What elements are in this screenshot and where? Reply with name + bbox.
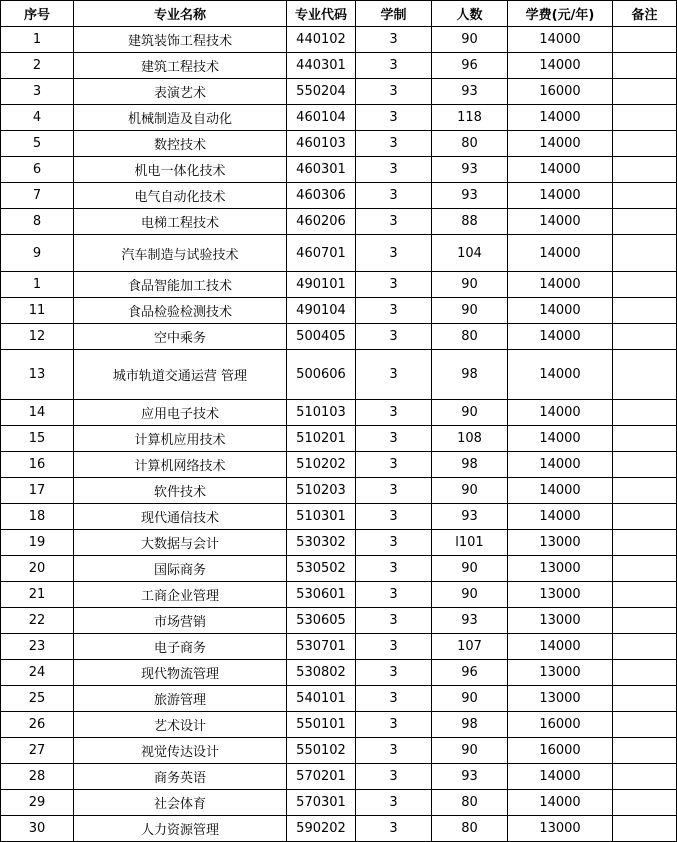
table-row	[1, 235, 677, 272]
cell-remarks	[613, 582, 677, 608]
cell-remarks	[613, 79, 677, 105]
cell-index: 17	[1, 478, 74, 504]
cell-tuition: 16000	[508, 712, 613, 738]
table-row	[1, 634, 677, 660]
cell-major-code: 460206	[287, 209, 356, 235]
header-row	[1, 1, 677, 27]
cell-index: 18	[1, 504, 74, 530]
cell-duration: 3	[356, 452, 432, 478]
cell-major-code: 500606	[287, 350, 356, 400]
cell-major-name: 空中乘务	[74, 324, 287, 350]
cell-major-code: 530502	[287, 556, 356, 582]
cell-duration: 3	[356, 790, 432, 816]
cell-index: 11	[1, 298, 74, 324]
table-row	[1, 764, 677, 790]
cell-tuition: 13000	[508, 816, 613, 842]
cell-enrollment: 80	[432, 324, 508, 350]
cell-index: 28	[1, 764, 74, 790]
cell-tuition: 14000	[508, 790, 613, 816]
cell-duration: 3	[356, 738, 432, 764]
header-major-code: 专业代码	[287, 1, 356, 27]
cell-major-name: 国际商务	[74, 556, 287, 582]
cell-remarks	[613, 504, 677, 530]
table-row	[1, 660, 677, 686]
cell-remarks	[613, 816, 677, 842]
cell-remarks	[613, 712, 677, 738]
cell-major-name: 电梯工程技术	[74, 209, 287, 235]
cell-major-name: 计算机应用技术	[74, 426, 287, 452]
cell-enrollment: 88	[432, 209, 508, 235]
table-row	[1, 530, 677, 556]
cell-major-code: 460104	[287, 105, 356, 131]
cell-major-code: 440301	[287, 53, 356, 79]
cell-tuition: 13000	[508, 530, 613, 556]
cell-tuition: 14000	[508, 634, 613, 660]
cell-duration: 3	[356, 712, 432, 738]
cell-tuition: 14000	[508, 105, 613, 131]
cell-remarks	[613, 764, 677, 790]
table-row	[1, 738, 677, 764]
header-index: 序号	[1, 1, 74, 27]
cell-major-code: 590202	[287, 816, 356, 842]
cell-remarks	[613, 105, 677, 131]
cell-index: 14	[1, 400, 74, 426]
cell-enrollment: 90	[432, 556, 508, 582]
cell-major-name: 软件技术	[74, 478, 287, 504]
cell-enrollment: 90	[432, 400, 508, 426]
cell-tuition: 14000	[508, 298, 613, 324]
cell-remarks	[613, 350, 677, 400]
cell-index: 12	[1, 324, 74, 350]
cell-enrollment: 93	[432, 157, 508, 183]
cell-major-code: 490104	[287, 298, 356, 324]
table-row	[1, 79, 677, 105]
cell-tuition: 16000	[508, 79, 613, 105]
cell-major-name: 艺术设计	[74, 712, 287, 738]
cell-tuition: 14000	[508, 183, 613, 209]
cell-major-code: 530701	[287, 634, 356, 660]
cell-enrollment: 104	[432, 235, 508, 272]
header-remarks: 备注	[613, 1, 677, 27]
table-row	[1, 712, 677, 738]
cell-major-name: 食品智能加工技术	[74, 272, 287, 298]
header-tuition: 学费(元/年)	[508, 1, 613, 27]
cell-major-code: 530302	[287, 530, 356, 556]
cell-index: 24	[1, 660, 74, 686]
table-row	[1, 183, 677, 209]
table-row	[1, 105, 677, 131]
cell-remarks	[613, 426, 677, 452]
cell-remarks	[613, 27, 677, 53]
table-row	[1, 478, 677, 504]
cell-major-name: 市场营销	[74, 608, 287, 634]
cell-duration: 3	[356, 426, 432, 452]
table-row	[1, 209, 677, 235]
table-row	[1, 157, 677, 183]
cell-major-code: 570201	[287, 764, 356, 790]
table-row	[1, 790, 677, 816]
cell-remarks	[613, 790, 677, 816]
cell-tuition: 14000	[508, 426, 613, 452]
cell-enrollment: 80	[432, 790, 508, 816]
table-row	[1, 426, 677, 452]
cell-major-code: 550204	[287, 79, 356, 105]
cell-major-code: 540101	[287, 686, 356, 712]
cell-duration: 3	[356, 608, 432, 634]
cell-major-code: 510202	[287, 452, 356, 478]
table-row	[1, 272, 677, 298]
cell-duration: 3	[356, 105, 432, 131]
cell-enrollment: 96	[432, 53, 508, 79]
cell-index: 19	[1, 530, 74, 556]
cell-duration: 3	[356, 79, 432, 105]
cell-index: 9	[1, 235, 74, 272]
cell-major-name: 社会体育	[74, 790, 287, 816]
cell-duration: 3	[356, 350, 432, 400]
cell-remarks	[613, 556, 677, 582]
cell-duration: 3	[356, 235, 432, 272]
cell-duration: 3	[356, 686, 432, 712]
cell-major-name: 旅游管理	[74, 686, 287, 712]
cell-duration: 3	[356, 157, 432, 183]
cell-enrollment: 98	[432, 712, 508, 738]
cell-remarks	[613, 157, 677, 183]
cell-tuition: 14000	[508, 504, 613, 530]
table-row	[1, 452, 677, 478]
cell-enrollment: 90	[432, 272, 508, 298]
cell-duration: 3	[356, 324, 432, 350]
cell-tuition: 14000	[508, 27, 613, 53]
cell-duration: 3	[356, 272, 432, 298]
cell-remarks	[613, 452, 677, 478]
cell-index: 25	[1, 686, 74, 712]
cell-tuition: 16000	[508, 738, 613, 764]
cell-duration: 3	[356, 298, 432, 324]
cell-index: 8	[1, 209, 74, 235]
cell-enrollment: 107	[432, 634, 508, 660]
cell-index: 6	[1, 157, 74, 183]
cell-tuition: 14000	[508, 452, 613, 478]
cell-enrollment: 80	[432, 816, 508, 842]
cell-major-name: 商务英语	[74, 764, 287, 790]
cell-duration: 3	[356, 27, 432, 53]
cell-duration: 3	[356, 530, 432, 556]
cell-index: 20	[1, 556, 74, 582]
cell-tuition: 14000	[508, 324, 613, 350]
cell-index: 21	[1, 582, 74, 608]
cell-major-name: 机械制造及自动化	[74, 105, 287, 131]
table-row	[1, 504, 677, 530]
table-row	[1, 53, 677, 79]
cell-major-code: 460301	[287, 157, 356, 183]
table-row	[1, 324, 677, 350]
cell-major-name: 电子商务	[74, 634, 287, 660]
cell-duration: 3	[356, 634, 432, 660]
cell-major-name: 建筑装饰工程技术	[74, 27, 287, 53]
cell-enrollment: 93	[432, 608, 508, 634]
cell-enrollment: 90	[432, 686, 508, 712]
cell-index: 30	[1, 816, 74, 842]
cell-major-code: 460306	[287, 183, 356, 209]
cell-enrollment: 93	[432, 79, 508, 105]
header-major-name: 专业名称	[74, 1, 287, 27]
cell-index: 7	[1, 183, 74, 209]
cell-enrollment: 90	[432, 478, 508, 504]
cell-major-name: 城市轨道交通运营 管理	[74, 350, 287, 400]
table-row	[1, 816, 677, 842]
cell-remarks	[613, 324, 677, 350]
cell-index: 29	[1, 790, 74, 816]
cell-tuition: 14000	[508, 209, 613, 235]
cell-duration: 3	[356, 400, 432, 426]
cell-duration: 3	[356, 53, 432, 79]
cell-tuition: 13000	[508, 660, 613, 686]
cell-major-name: 计算机网络技术	[74, 452, 287, 478]
cell-major-code: 500405	[287, 324, 356, 350]
cell-enrollment: 96	[432, 660, 508, 686]
cell-major-name: 现代通信技术	[74, 504, 287, 530]
cell-enrollment: 98	[432, 350, 508, 400]
table-row	[1, 131, 677, 157]
cell-major-name: 应用电子技术	[74, 400, 287, 426]
cell-duration: 3	[356, 478, 432, 504]
cell-remarks	[613, 634, 677, 660]
cell-remarks	[613, 131, 677, 157]
cell-index: 27	[1, 738, 74, 764]
cell-index: 22	[1, 608, 74, 634]
table-row	[1, 298, 677, 324]
cell-major-code: 530605	[287, 608, 356, 634]
cell-enrollment: 80	[432, 131, 508, 157]
cell-index: 13	[1, 350, 74, 400]
cell-major-name: 表演艺术	[74, 79, 287, 105]
cell-enrollment: 118	[432, 105, 508, 131]
cell-enrollment: 90	[432, 738, 508, 764]
cell-tuition: 13000	[508, 582, 613, 608]
cell-enrollment: 90	[432, 27, 508, 53]
cell-index: 23	[1, 634, 74, 660]
cell-remarks	[613, 183, 677, 209]
cell-major-name: 视觉传达设计	[74, 738, 287, 764]
cell-major-name: 现代物流管理	[74, 660, 287, 686]
cell-duration: 3	[356, 131, 432, 157]
cell-remarks	[613, 235, 677, 272]
cell-major-name: 汽车制造与试验技术	[74, 235, 287, 272]
cell-tuition: 13000	[508, 556, 613, 582]
cell-duration: 3	[356, 764, 432, 790]
cell-major-code: 510201	[287, 426, 356, 452]
cell-index: 3	[1, 79, 74, 105]
cell-remarks	[613, 660, 677, 686]
cell-index: 16	[1, 452, 74, 478]
cell-major-code: 460701	[287, 235, 356, 272]
cell-enrollment: 98	[432, 452, 508, 478]
cell-index: 1	[1, 272, 74, 298]
cell-index: 26	[1, 712, 74, 738]
cell-remarks	[613, 608, 677, 634]
cell-index: 15	[1, 426, 74, 452]
cell-tuition: 14000	[508, 157, 613, 183]
cell-major-code: 530802	[287, 660, 356, 686]
table-body	[1, 27, 677, 842]
cell-major-name: 建筑工程技术	[74, 53, 287, 79]
cell-remarks	[613, 209, 677, 235]
cell-tuition: 14000	[508, 53, 613, 79]
cell-duration: 3	[356, 582, 432, 608]
cell-tuition: 13000	[508, 686, 613, 712]
cell-major-name: 电气自动化技术	[74, 183, 287, 209]
cell-tuition: 14000	[508, 350, 613, 400]
cell-tuition: 14000	[508, 764, 613, 790]
cell-enrollment: l101	[432, 530, 508, 556]
cell-index: 5	[1, 131, 74, 157]
cell-duration: 3	[356, 816, 432, 842]
cell-major-name: 人力资源管理	[74, 816, 287, 842]
table-row	[1, 686, 677, 712]
cell-remarks	[613, 272, 677, 298]
header-enrollment: 人数	[432, 1, 508, 27]
table-row	[1, 27, 677, 53]
cell-remarks	[613, 738, 677, 764]
cell-duration: 3	[356, 209, 432, 235]
cell-major-code: 440102	[287, 27, 356, 53]
cell-duration: 3	[356, 183, 432, 209]
table-row	[1, 350, 677, 400]
cell-major-code: 510203	[287, 478, 356, 504]
cell-enrollment: 93	[432, 183, 508, 209]
cell-major-code: 570301	[287, 790, 356, 816]
cell-remarks	[613, 53, 677, 79]
cell-major-code: 510103	[287, 400, 356, 426]
cell-enrollment: 93	[432, 504, 508, 530]
cell-enrollment: 90	[432, 582, 508, 608]
cell-major-name: 大数据与会计	[74, 530, 287, 556]
cell-remarks	[613, 478, 677, 504]
cell-remarks	[613, 298, 677, 324]
cell-enrollment: 108	[432, 426, 508, 452]
table-row	[1, 608, 677, 634]
cell-enrollment: 90	[432, 298, 508, 324]
cell-tuition: 14000	[508, 131, 613, 157]
cell-enrollment: 93	[432, 764, 508, 790]
cell-major-code: 550102	[287, 738, 356, 764]
cell-major-name: 工商企业管理	[74, 582, 287, 608]
cell-tuition: 14000	[508, 478, 613, 504]
cell-remarks	[613, 530, 677, 556]
cell-major-code: 510301	[287, 504, 356, 530]
header-duration: 学制	[356, 1, 432, 27]
cell-remarks	[613, 686, 677, 712]
cell-duration: 3	[356, 556, 432, 582]
table-row	[1, 400, 677, 426]
cell-major-code: 550101	[287, 712, 356, 738]
cell-index: 1	[1, 27, 74, 53]
cell-tuition: 13000	[508, 608, 613, 634]
table-row	[1, 556, 677, 582]
cell-tuition: 14000	[508, 272, 613, 298]
cell-index: 4	[1, 105, 74, 131]
cell-major-name: 机电一体化技术	[74, 157, 287, 183]
cell-major-name: 数控技术	[74, 131, 287, 157]
cell-major-code: 530601	[287, 582, 356, 608]
cell-tuition: 14000	[508, 235, 613, 272]
cell-major-code: 490101	[287, 272, 356, 298]
cell-tuition: 14000	[508, 400, 613, 426]
table-row	[1, 582, 677, 608]
cell-duration: 3	[356, 504, 432, 530]
cell-major-name: 食品检验检测技术	[74, 298, 287, 324]
cell-major-code: 460103	[287, 131, 356, 157]
cell-duration: 3	[356, 660, 432, 686]
cell-index: 2	[1, 53, 74, 79]
cell-remarks	[613, 400, 677, 426]
